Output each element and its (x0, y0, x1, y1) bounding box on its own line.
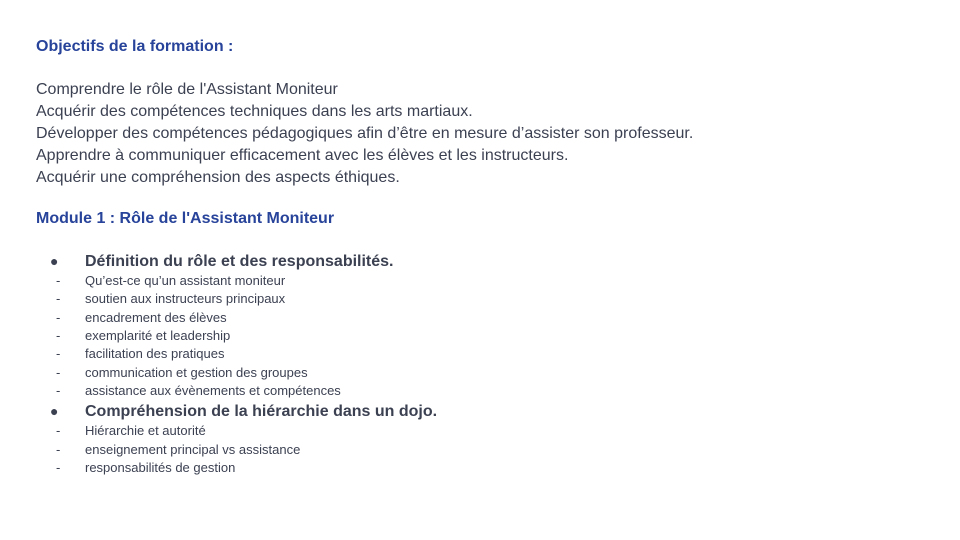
subitem (36, 272, 736, 290)
dash-icon: - (56, 291, 61, 307)
subitem (36, 441, 736, 459)
objective-item: Acquérir une compréhension des aspects éthiques. (36, 169, 400, 186)
dash-icon: - (56, 459, 61, 475)
subitem-text: Qu’est-ce qu’un assistant moniteur (85, 273, 286, 288)
objective-item: Acquérir des compétences techniques dans les arts martiaux. (36, 103, 473, 120)
subitem (36, 327, 736, 345)
subitem-text: encadrement des élèves (85, 309, 227, 325)
subitem-text: Hiérarchie et autorité (85, 423, 206, 439)
module-1-heading: Module 1 : Rôle de l'Assistant Moniteur (36, 210, 335, 227)
dash-icon: - (56, 346, 61, 362)
subitem-text: exemplarité et leadership (85, 327, 231, 343)
topic-item (36, 402, 736, 421)
dash-icon: - (56, 423, 61, 439)
subitem-text: soutien aux instructeurs principaux (85, 291, 286, 307)
subitem (36, 364, 736, 382)
subitem (36, 290, 736, 308)
objectives-list (36, 79, 693, 189)
dash-icon: - (56, 382, 61, 398)
subitem-text: facilitation des pratiques (85, 346, 225, 362)
objectives-heading: Objectifs de la formation : (36, 38, 234, 55)
subitem (36, 309, 736, 327)
dash-icon: - (56, 441, 61, 457)
dash-icon: - (56, 327, 61, 343)
dash-icon: - (56, 273, 61, 288)
objective-item: Développer des compétences pédagogiques afin d’être en mesure d’assister son professeur. (36, 125, 694, 142)
module-1-outline (36, 252, 736, 477)
topic-title: Définition du rôle et des responsabilités. (85, 253, 394, 270)
subitem (36, 382, 736, 400)
subitem-text: enseignement principal vs assistance (85, 441, 301, 457)
subitem-text: responsabilités de gestion (85, 459, 236, 475)
objective-item: Apprendre à communiquer efficacement avec les élèves et les instructeurs. (36, 147, 569, 164)
dash-icon: - (56, 309, 61, 325)
subitem (36, 422, 736, 440)
dash-icon: - (56, 364, 61, 380)
subitem (36, 345, 736, 363)
subitem (36, 459, 736, 477)
topic-item (36, 252, 736, 271)
subitem-text: communication et gestion des groupes (85, 364, 308, 380)
topic-title: Compréhension de la hiérarchie dans un dojo. (85, 403, 438, 421)
objective-item: Comprendre le rôle de l'Assistant Moniteur (36, 81, 338, 98)
bullet-icon: ● (50, 253, 59, 269)
subitem-text: assistance aux évènements et compétences (85, 382, 341, 398)
bullet-icon: ● (50, 403, 59, 420)
